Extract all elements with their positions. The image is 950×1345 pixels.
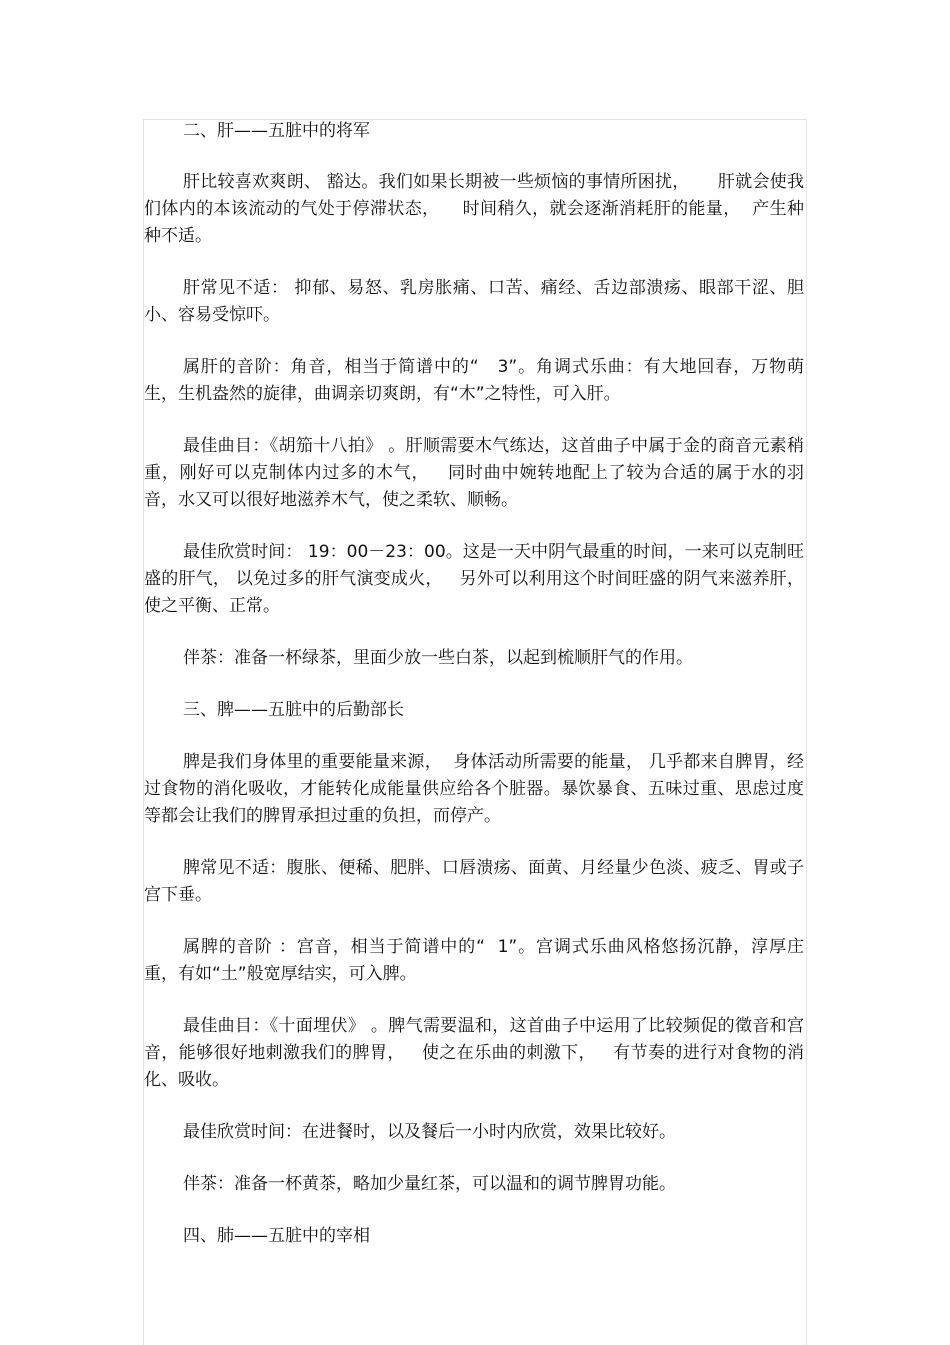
section-heading-lung: 四、肺——五脏中的宰相: [183, 1226, 370, 1246]
paragraph: 最佳曲目：《胡笳十八拍》 。肝顺需要木气练达，这首曲子中属于金的商音元素稍重，刚好可以克制体内过多的木气， 同时曲中婉转地配上了较为合适的属于水的羽音，水又可以很好地滋养木气，使之柔软、顺畅。: [144, 436, 804, 510]
paragraph: 脾常见不适：腹胀、便稀、肥胖、口唇溃疡、面黄、月经量少色淡、疲乏、胃或子宫下垂。: [144, 858, 804, 905]
paragraph: 属肝的音阶：角音，相当于简谱中的“ 3”。角调式乐曲：有大地回春，万物萌生，生机盎然的旋律，曲调亲切爽朗，有“木”之特性，可入肝。: [144, 357, 804, 404]
paragraph: 最佳曲目：《十面埋伏》 。脾气需要温和，这首曲子中运用了比较频促的徵音和宫音，能够很好地刺激我们的脾胃， 使之在乐曲的刺激下， 有节奏的进行对食物的消化、吸收。: [144, 1016, 804, 1090]
paragraph: 最佳欣赏时间：在进餐时，以及餐后一小时内欣赏，效果比较好。: [183, 1122, 676, 1142]
paragraph: 最佳欣赏时间： 19：00－23：00。这是一天中阴气最重的时间，一来可以克制旺盛的肝气， 以免过多的肝气演变成火， 另外可以利用这个时间旺盛的阴气来滋养肝，使之平衡、正常。: [144, 542, 804, 616]
section-heading-liver: 二、肝——五脏中的将军: [183, 121, 370, 141]
paragraph: 肝常见不适： 抑郁、易怒、乳房胀痛、口苦、痛经、舌边部溃疡、眼部干涩、胆小、容易受惊吓。: [144, 278, 804, 325]
section-heading-spleen: 三、脾——五脏中的后勤部长: [183, 700, 404, 720]
paragraph: 脾是我们身体里的重要能量来源， 身体活动所需要的能量， 几乎都来自脾胃，经过食物的消化吸收，才能转化成能量供应给各个脏器。暴饮暴食、五味过重、思虑过度等都会让我们的脾胃承担过重的负担，而停产。: [144, 752, 804, 826]
paragraph: 伴茶：准备一杯黄茶，略加少量红茶，可以温和的调节脾胃功能。: [183, 1174, 676, 1194]
paragraph: 伴茶：准备一杯绿茶，里面少放一些白茶，以起到梳顺肝气的作用。: [183, 648, 693, 668]
paragraph: 属脾的音阶 ：宫音，相当于简谱中的“ 1”。宫调式乐曲风格悠扬沉静，淳厚庄重，有如“土”般宽厚结实，可入脾。: [144, 937, 804, 984]
paragraph: 肝比较喜欢爽朗、 豁达。我们如果长期被一些烦恼的事情所困扰， 肝就会使我们体内的本该流动的气处于停滞状态， 时间稍久，就会逐渐消耗肝的能量， 产生种种不适。: [144, 172, 804, 246]
document-body: [144, 118, 804, 1250]
